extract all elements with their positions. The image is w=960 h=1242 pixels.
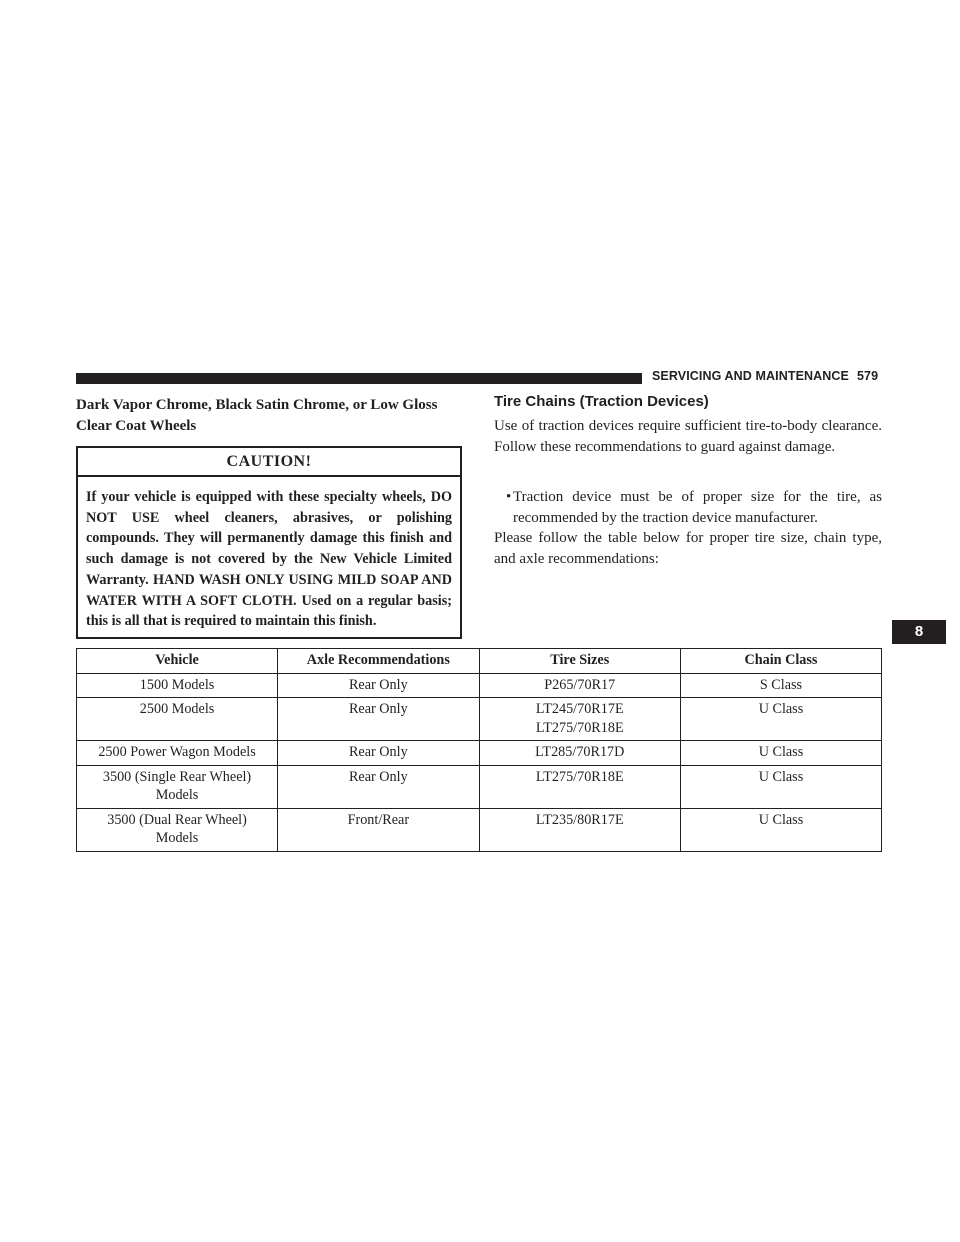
table-cell: 3500 (Single Rear Wheel) Models [77,765,278,808]
table-cell: U Class [680,741,881,766]
column-header: Vehicle [77,649,278,674]
table-cell: Rear Only [278,673,479,698]
table-cell: LT245/70R17E LT275/70R18E [479,698,680,741]
table-row [77,741,882,766]
table-cell: P265/70R17 [479,673,680,698]
caution-box [76,446,462,639]
table-cell: LT285/70R17D [479,741,680,766]
bullet-item [494,487,882,529]
table-cell: 2500 Power Wagon Models [77,741,278,766]
running-header [652,369,878,383]
table-cell: Rear Only [278,765,479,808]
table-row [77,673,882,698]
page-number: 579 [856,369,879,383]
table-cell: LT235/80R17E [479,808,680,851]
wheel-finish-heading: Dark Vapor Chrome, Black Satin Chrome, or Low Gloss Clear Coat Wheels [76,397,438,434]
header-rule [76,373,642,384]
table-intro-paragraph: Please follow the table below for proper tire size, chain type, and axle recommendations: [494,530,882,567]
table-header-row [77,649,882,674]
table-cell: U Class [680,698,881,741]
column-header: Tire Sizes [479,649,680,674]
table-cell: Front/Rear [278,808,479,851]
section-title: SERVICING AND MAINTENANCE [652,369,849,383]
table-cell: 2500 Models [77,698,278,741]
table-cell: LT275/70R18E [479,765,680,808]
table-row [77,808,882,851]
bullet-text: Traction device must be of proper size for the tire, as recommended by the traction device manufacturer. [513,489,882,526]
table-row [77,765,882,808]
table-cell: U Class [680,765,881,808]
column-header: Chain Class [680,649,881,674]
chapter-tab: 8 [892,620,946,644]
caution-title: CAUTION! [78,448,460,477]
table-row [77,698,882,741]
table-cell: U Class [680,808,881,851]
table-cell: Rear Only [278,698,479,741]
tire-chains-heading: Tire Chains (Traction Devices) [494,393,709,410]
table-cell: S Class [680,673,881,698]
table-cell: Rear Only [278,741,479,766]
tire-chain-table [76,648,882,852]
column-header: Axle Recommendations [278,649,479,674]
table-cell: 3500 (Dual Rear Wheel) Models [77,808,278,851]
traction-intro-paragraph: Use of traction devices require sufficient tire-to-body clearance. Follow these recommendations to guard against damage. [494,418,882,455]
table-cell: 1500 Models [77,673,278,698]
bullet-dot: • [506,489,512,505]
caution-text: If your vehicle is equipped with these specialty wheels, DO NOT USE wheel cleaners, abrasives, or polishing compounds. They will permanently damage this finish and such damage is not covered by the New Vehicle Limited Warranty. HAND WASH ONLY USING MILD SOAP AND WATER WITH A SOFT CLOTH. Used on a regular basis; this is all that is required to maintain this finish. [86,489,452,630]
